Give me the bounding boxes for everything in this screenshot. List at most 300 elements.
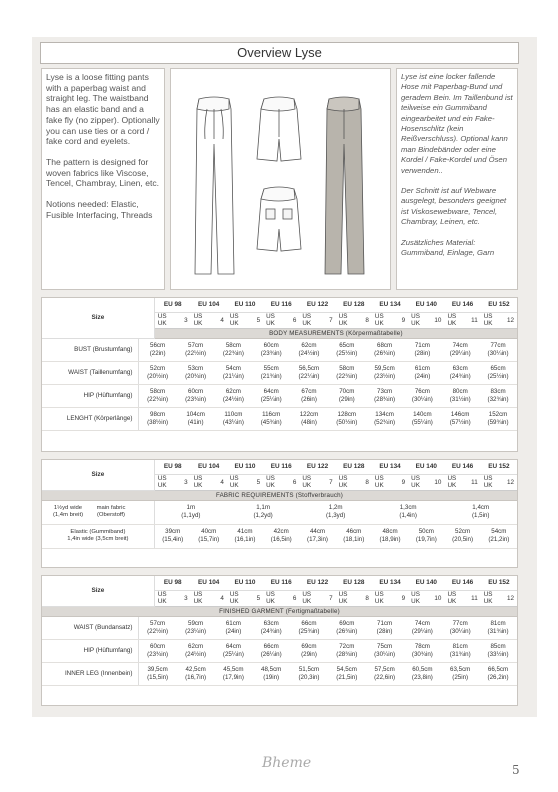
measurement-value [215,663,253,686]
value-imperial: (1,4in) [399,512,417,519]
uk-label: UK [229,320,239,327]
value-imperial: (17,9in) [222,674,244,681]
value-imperial: (24¾in) [260,627,282,635]
eu-size: EU 110 [227,576,263,590]
measurement-value [328,408,366,431]
measurement-value [441,362,479,385]
value-imperial: (25¼in) [260,396,282,403]
value-imperial: (24¾in) [449,373,471,380]
value-imperial: (28in) [414,349,431,357]
measurement-value [138,385,177,408]
value-metric: 110cm [224,411,243,418]
value-metric: 104cm [186,411,205,418]
elastic-value [408,524,444,548]
value-metric: 69cm [339,619,355,627]
eu-size: EU 116 [263,460,299,474]
us-uk-cell [336,474,372,490]
eu-size: EU 146 [444,576,480,590]
measurement-value [290,640,328,663]
measurement-value [479,362,517,385]
value-imperial: (15,4in) [162,536,184,543]
value-metric: 128cm [337,411,357,418]
value-metric: 66cm [301,619,317,627]
measurement-value [290,339,328,362]
value-metric: 62cm [188,643,204,650]
measurement-value [215,362,253,385]
value-imperial: (32¾in) [487,396,509,403]
value-imperial: (25½in) [487,373,509,380]
us-label: US [447,474,457,482]
measurement-value [479,339,517,362]
us-uk-cell [372,590,408,606]
value-metric: 45,5cm [223,666,244,673]
measurement-value [479,663,517,686]
measurement-value [403,663,441,686]
us-uk-number: 3 [184,316,188,324]
eu-size: EU 98 [154,576,190,590]
value-imperial: (30¼in) [487,349,509,357]
measurement-value [290,617,328,640]
value-imperial: (26in) [301,396,317,403]
elastic-name: Elastic (Gummiband) [70,528,126,535]
measurement-label: HIP (Hüftumfang) [42,385,138,408]
value-metric: 1,1m [256,504,270,511]
value-imperial: (31¾in) [449,651,471,658]
body-section-title: BODY MEASUREMENTS (Körpermaßtabelle) [154,328,517,338]
size-label: Size [42,298,154,338]
value-imperial: (29in) [338,396,355,403]
description-german [396,68,518,290]
size-header-row [42,460,517,474]
value-metric: 75cm [377,643,393,650]
us-label: US [374,590,384,598]
us-uk-number: 5 [256,478,261,486]
us-uk-number: 7 [329,594,333,602]
us-label: US [229,590,239,598]
measurement-value [366,640,404,663]
value-metric: 55cm [263,365,279,372]
eu-size: EU 140 [408,460,444,474]
us-uk-cell [154,312,190,328]
uk-label: UK [229,598,239,605]
eu-size: EU 104 [191,460,227,474]
garment-rows [42,617,517,687]
uk-label: UK [302,320,312,327]
us-uk-number: 11 [471,316,478,324]
description-de-paragraph: Lyse ist eine locker fallende Hose mit Paperbag-Bund und geradem Bein. Im Taillenbund ist teilweise ein Gummiband eingearbeitet und ein Fake-Hosenschlitz (kein Reißverschluss). Optional kann man Bindebänder oder eine Kordel / Fake-Kordel und Ösen verwenden.. [401,72,513,175]
value-metric: 50cm [418,528,434,535]
us-uk-cell [444,590,480,606]
measurement-value [328,640,366,663]
uk-label: UK [483,482,493,489]
us-uk-number: 8 [365,594,369,602]
eu-size: EU 122 [299,298,335,312]
value-imperial: (19in) [263,674,280,681]
eu-size: EU 140 [408,298,444,312]
measurement-value [290,362,328,385]
value-metric: 81cm [452,643,468,650]
measurement-label: HIP (Hüftumfang) [42,640,138,663]
eu-size: EU 104 [191,576,227,590]
value-metric: 74cm [414,619,430,627]
measurement-value [215,385,253,408]
measurement-value [479,385,517,408]
measurement-value [252,663,290,686]
main-fabric-value [227,500,300,524]
measurement-value [252,385,290,408]
value-metric: 63cm [452,365,468,372]
us-label: US [266,474,275,482]
measurement-value [290,408,328,431]
value-metric: 1m [186,504,196,511]
value-imperial: (16,7in) [185,674,207,681]
value-metric: 83cm [490,388,506,395]
value-imperial: (22¾in) [147,396,169,403]
value-imperial: (17,3in) [307,536,328,543]
measurement-value [252,362,290,385]
measurement-label: WAIST (Bundansatz) [42,617,138,640]
value-metric: 52cm [150,365,166,372]
us-label: US [411,312,420,320]
uk-label: UK [302,482,312,489]
us-uk-number: 9 [401,478,406,486]
value-imperial: (18,9in) [379,536,401,543]
value-metric: 57cm [188,341,204,349]
uk-label: UK [302,598,312,605]
us-label: US [193,474,203,482]
value-metric: 58cm [339,365,355,372]
value-imperial: (23½in) [374,373,396,380]
value-imperial: (22½in) [147,627,169,635]
value-imperial: (50½in) [336,419,358,426]
eu-size: EU 152 [481,460,517,474]
measurement-value [403,617,441,640]
us-uk-cell [481,312,517,328]
value-metric: 58cm [150,388,166,395]
size-header-row [42,576,517,590]
value-imperial: (59¾in) [487,419,509,426]
value-metric: 63,5cm [450,666,471,673]
value-metric: 39,5cm [147,666,168,673]
eu-size: EU 134 [372,460,408,474]
us-label: US [338,474,348,482]
measurement-value [479,617,517,640]
body-rows [42,339,517,432]
us-label: US [302,474,312,482]
measurement-value [177,385,215,408]
us-uk-cell [154,474,190,490]
uk-label: UK [483,320,493,327]
eu-size: EU 116 [263,298,299,312]
uk-label: UK [411,482,420,489]
eu-size: EU 128 [336,460,372,474]
value-metric: 66,5cm [487,666,509,673]
uk-label: UK [411,598,420,605]
measurement-value [479,640,517,663]
value-imperial: (23¾in) [260,349,282,357]
us-uk-number: 12 [506,594,514,602]
uk-label: UK [338,598,348,605]
measurement-value [403,339,441,362]
measurement-label: LENGHT (Körperlänge) [42,408,138,431]
measurement-value [441,408,479,431]
value-imperial: (52¾in) [374,419,396,426]
value-imperial: (24in) [414,373,431,380]
value-metric: 71cm [414,341,430,349]
value-metric: 54,5cm [336,666,357,673]
us-label: US [157,590,167,598]
value-metric: 98cm [150,411,166,418]
value-imperial: (22in) [149,349,166,357]
value-metric: 140cm [413,411,432,418]
measurement-value [441,617,479,640]
elastic-value [444,524,480,548]
elastic-value [154,524,190,548]
value-metric: 52cm [455,528,471,535]
measurement-value [215,408,253,431]
uk-label: UK [157,482,167,489]
measurement-row [42,617,517,640]
elastic-label [42,524,154,548]
value-metric: 63cm [263,619,279,627]
eu-size: EU 122 [299,576,335,590]
value-imperial: (24½in) [222,396,244,403]
value-imperial: (22,6in) [374,674,396,681]
measurement-value [138,663,177,686]
value-imperial: (28¾in) [374,396,396,403]
elastic-value [481,524,517,548]
main-fabric-label [42,500,154,524]
value-metric: 76cm [414,388,430,395]
us-uk-number: 4 [220,478,224,486]
measurement-value [403,640,441,663]
measurement-value [366,408,404,431]
value-metric: 1,3cm [399,504,417,511]
uk-label: UK [193,320,203,327]
value-imperial: (31½in) [449,396,471,403]
description-en-paragraph: Lyse is a loose fitting pants with a paperbag waist and straight leg. The waistband has an elastic band and a fake fly (no zipper). Optionally you can use ties or a cord / fake cord and eyelets. [46,72,160,147]
eu-size: EU 122 [299,460,335,474]
eu-size: EU 98 [154,460,190,474]
us-label: US [411,590,420,598]
value-imperial: (15,5in) [147,674,169,681]
value-metric: 51,5cm [298,666,320,673]
value-metric: 54cm [225,365,241,372]
value-metric: 60cm [263,341,279,349]
value-imperial: (1,1yd) [181,512,201,519]
uk-label: UK [374,482,384,489]
us-uk-cell [263,474,299,490]
shorts-front-drawing [257,97,301,161]
us-uk-number: 3 [184,594,188,602]
us-uk-cell [299,312,335,328]
us-uk-number: 6 [292,316,297,324]
value-metric: 59cm [188,619,204,627]
eu-size: EU 134 [372,576,408,590]
us-label: US [229,474,239,482]
uk-label: UK [157,598,167,605]
value-imperial: (26¾in) [374,349,396,357]
value-imperial: (25¼in) [222,651,244,658]
value-metric: 70cm [339,388,355,395]
measurement-value [441,385,479,408]
value-imperial: (1,2yd) [253,512,273,519]
value-imperial: (21¾in) [260,373,282,380]
value-metric: 68cm [377,341,393,349]
uk-label: UK [447,598,457,605]
value-imperial: (30¾in) [411,651,433,658]
elastic-value [336,524,372,548]
value-imperial: (28¾in) [336,651,358,658]
measurement-label: INNER LEG (Innenbein) [42,663,138,686]
value-imperial: (20½in) [147,373,169,380]
value-metric: 134cm [375,411,394,418]
measurement-value [290,385,328,408]
page-title: Overview Lyse [40,42,519,64]
value-imperial: (30¼in) [449,627,471,635]
value-metric: 85cm [490,643,506,650]
measurement-row [42,385,517,408]
us-uk-cell [263,312,299,328]
us-uk-cell [336,312,372,328]
value-metric: 57cm [150,619,166,627]
value-imperial: (20,3in) [298,674,320,681]
us-label: US [447,312,457,320]
value-imperial: (23,8in) [411,674,433,681]
value-imperial: (1,3yd) [326,512,346,519]
us-uk-cell [481,474,517,490]
value-metric: 60cm [150,643,166,650]
measurement-value [441,663,479,686]
value-imperial: (23¾in) [185,396,207,403]
measurement-value [479,408,517,431]
us-uk-number: 10 [434,594,442,602]
us-uk-cell [154,590,190,606]
eu-size: EU 146 [444,298,480,312]
us-uk-cell [408,312,444,328]
value-imperial: (16,5in) [270,536,292,543]
us-label: US [483,312,493,320]
value-imperial: (29¼in) [449,349,471,357]
measurement-value [138,617,177,640]
us-uk-number: 4 [220,316,224,324]
measurement-value [138,640,177,663]
value-metric: 42,5cm [185,666,206,673]
body-measurements-table [41,297,518,452]
measurement-value [138,362,177,385]
value-metric: 1,4cm [472,504,490,511]
measurement-value [441,339,479,362]
description-english [41,68,165,290]
value-metric: 67cm [301,388,317,395]
value-metric: 69cm [301,643,317,650]
value-metric: 80cm [452,388,468,395]
value-imperial: (25½in) [336,349,358,357]
measurement-row [42,640,517,663]
description-en-paragraph: Notions needed: Elastic, Fusible Interfacing, Threads [46,199,153,220]
us-uk-cell [227,474,263,490]
measurement-value [252,640,290,663]
us-label: US [411,474,420,482]
eu-size: EU 128 [336,576,372,590]
eu-size: EU 140 [408,576,444,590]
value-metric: 61cm [225,619,241,627]
main-fabric-name: main fabric [96,504,126,511]
us-uk-number: 7 [329,478,333,486]
fabric-section-title: FABRIC REQUIREMENTS (Stoffverbrauch) [42,490,517,500]
measurement-value [138,339,177,362]
value-metric: 39cm [165,528,181,535]
main-fabric-value [154,500,227,524]
value-metric: 78cm [414,643,430,650]
size-label: Size [42,576,154,606]
garment-section-title: FINISHED GARMENT (Fertigmaßtabelle) [42,606,517,616]
measurement-value [366,617,404,640]
measurement-row [42,663,517,686]
value-imperial: (22¾in) [222,349,244,357]
value-imperial: (55¼in) [411,419,433,426]
us-uk-number: 8 [365,478,369,486]
eu-size: EU 110 [227,298,263,312]
us-uk-number: 4 [220,594,224,602]
value-metric: 64cm [225,643,241,650]
uk-label: UK [266,482,275,489]
us-label: US [193,590,203,598]
value-metric: 81cm [490,619,506,627]
value-imperial: (21¼in) [222,373,244,380]
value-metric: 60cm [188,388,204,395]
value-imperial: (19,7in) [415,536,437,543]
us-uk-cell [227,590,263,606]
us-label: US [483,590,493,598]
eu-size: EU 98 [154,298,190,312]
us-label: US [266,590,275,598]
measurement-value [366,362,404,385]
us-uk-cell [444,474,480,490]
value-metric: 46cm [346,528,362,535]
elastic-value [372,524,408,548]
value-imperial: (57½in) [449,419,471,426]
measurement-value [366,385,404,408]
value-imperial: (20¾in) [185,373,207,380]
measurement-value [215,617,253,640]
value-imperial: (24½in) [185,651,207,658]
measurement-value [328,617,366,640]
eu-size: EU 152 [481,576,517,590]
us-uk-cell [372,312,408,328]
main-fabric-value [444,500,517,524]
value-imperial: (21,5in) [336,674,358,681]
value-imperial: (31¾in) [487,627,509,635]
us-uk-number: 5 [256,316,261,324]
measurement-value [177,408,215,431]
measurement-value [252,339,290,362]
us-uk-cell [263,590,299,606]
value-metric: 58cm [225,341,241,349]
uk-label: UK [447,482,457,489]
measurement-value [177,339,215,362]
value-metric: 77cm [490,341,506,349]
us-label: US [193,312,203,320]
elastic-width: 1,4in wide (3,5cm breit) [67,536,129,542]
value-metric: 62cm [225,388,241,395]
value-imperial: (26¾in) [336,627,358,635]
value-imperial: (29in) [301,651,317,658]
value-metric: 122cm [299,411,319,418]
value-metric: 60,5cm [412,666,433,673]
measurement-value [215,339,253,362]
value-imperial: (23¾in) [147,651,169,658]
